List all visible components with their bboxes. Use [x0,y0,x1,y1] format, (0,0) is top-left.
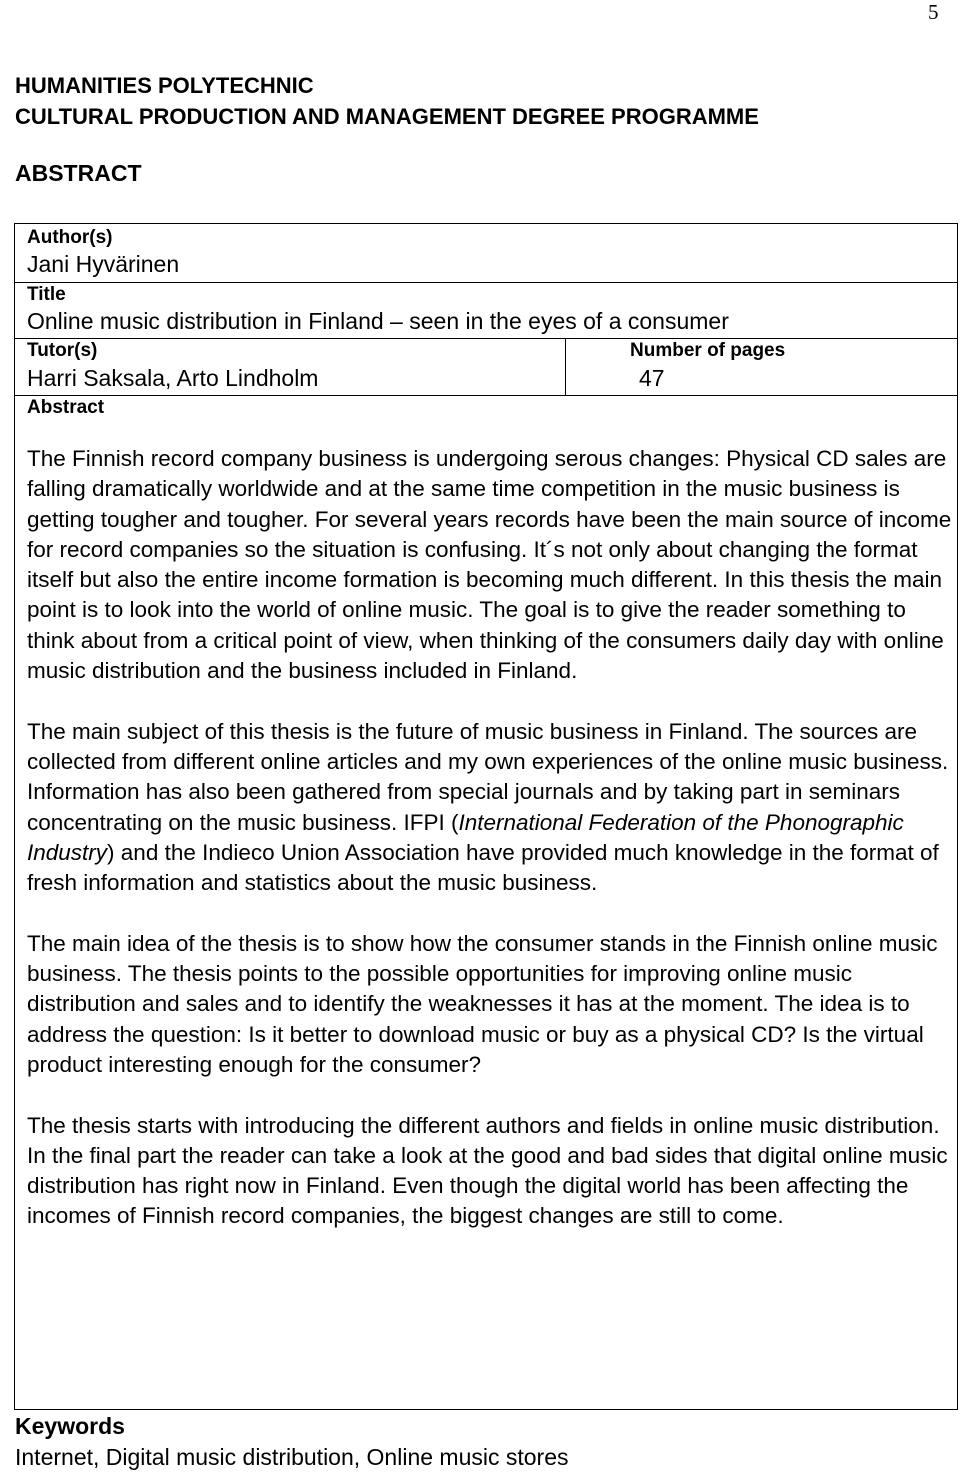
keywords-label: Keywords [15,1413,125,1439]
abstract-paragraph: The main subject of this thesis is the future of music business in Finland. The sources are collected from different online articles and my own experiences of the online music business. Information has also been gathered from special journals and by taking part in seminars concentrating on the music business. IFPI (International Federation of the Phonographic Industry) and the Indieco Union Association have provided much knowledge in the format of fresh information and statistics about the music business. [27,718,949,896]
abstract-paragraph: The thesis starts with introducing the different authors and fields in online music distribution. In the final part the reader can take a look at the good and bad sides that digital online music distribution has right now in Finland. Even though the digital world has been affecting the incomes of Finnish record companies, the biggest changes are still to come. [27,1112,948,1229]
page-title: ABSTRACT [15,160,142,186]
author-value: Jani Hyvärinen [27,251,180,277]
page-number: 5 [928,0,939,24]
abstract-paragraph: The Finnish record company business is undergoing serous changes: Physical CD sales are falling dramatically worldwide and at the same time competition in the music business is getting tougher and tougher. For several years records have been the main source of income for record companies so the situation is confusing. It´s not only about changing the format itself but also the entire income formation is becoming much different. In this thesis the main point is to look into the world of online music. The goal is to give the reader something to think about from a critical point of view, when thinking of the consumers daily day with online music distribution and the business included in Finland. [27,446,952,684]
abstract-label: Abstract [27,397,105,418]
degree-programme: CULTURAL PRODUCTION AND MANAGEMENT DEGREE PROGRAMME [15,104,759,129]
abstract-paragraph: The main idea of the thesis is to show how the consumer stands in the Finnish online music business. The thesis points to the possible opportunities for improving online music distribution and sales and to identify the weaknesses it has at the moment. The idea is to address the question: Is it better to download music or buy as a physical CD? Is the virtual product interesting enough for the consumer? [27,930,938,1077]
abstract-body [27,444,952,1232]
tutor-label: Tutor(s) [27,340,98,361]
institution-name: HUMANITIES POLYTECHNIC [15,73,314,98]
title-label: Title [27,284,66,305]
abstract-form [14,223,958,1409]
divider [15,338,957,339]
author-label: Author(s) [27,227,113,248]
tutor-value: Harri Saksala, Arto Lindholm [27,365,319,391]
divider [15,395,957,396]
divider [14,1409,958,1410]
title-value: Online music distribution in Finland – seen in the eyes of a consumer [27,308,729,334]
divider [565,338,566,395]
institution-header [15,70,759,132]
pages-label: Number of pages [630,340,786,361]
keywords-value: Internet, Digital music distribution, Online music stores [15,1444,569,1470]
ifpi-full-name: International Federation of the Phonographic Industry [27,809,904,865]
divider [15,282,957,283]
pages-value: 47 [639,365,665,391]
